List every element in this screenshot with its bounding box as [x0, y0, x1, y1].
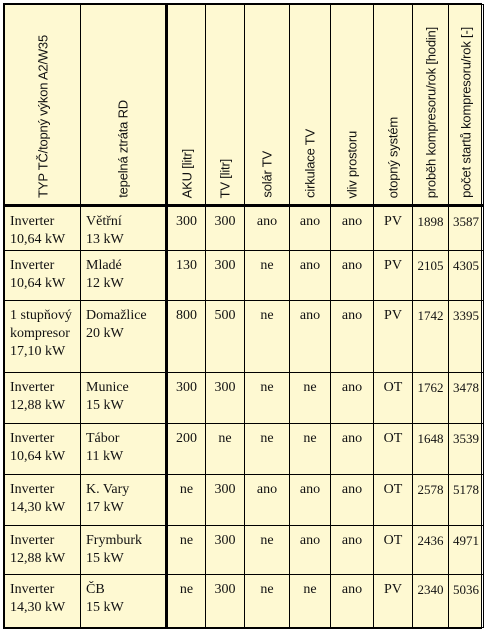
cell-heat-loss	[81, 206, 167, 251]
cell-type	[5, 526, 81, 575]
cell-circulation: ano	[290, 474, 331, 525]
cell-aku: 200	[167, 424, 206, 474]
cell-type	[5, 575, 81, 628]
cell-heat-loss	[81, 372, 167, 423]
cell-heat-loss-line: 12 kW	[86, 276, 124, 292]
cell-type-line: Inverter	[10, 258, 55, 274]
cell-tv: 300	[206, 251, 245, 300]
cell-solar: ne	[245, 251, 290, 300]
cell-aku: 130	[167, 251, 206, 300]
cell-compressor-runtime: 1742	[413, 300, 449, 372]
cell-type-line: 10,64 kW	[10, 276, 66, 292]
cell-heating-system: PV	[374, 251, 413, 300]
cell-solar: ne	[245, 575, 290, 628]
cell-solar: ne	[245, 300, 290, 372]
cell-heat-loss-line: 15 kW	[86, 600, 124, 616]
cell-compressor-runtime: 1762	[413, 372, 449, 423]
cell-heat-loss-line: 11 kW	[86, 449, 124, 465]
cell-heat-loss	[81, 526, 167, 575]
cell-type-line: 17,10 kW	[10, 343, 66, 359]
cell-heat-loss	[81, 575, 167, 628]
header-compressor-runtime: proběh kompresoru/rok [hodin]	[413, 5, 449, 206]
cell-compressor-starts: 3478	[449, 372, 484, 423]
heat-pump-table-container	[3, 3, 482, 629]
header-solar: solár TV	[245, 5, 290, 206]
cell-compressor-runtime: 2340	[413, 575, 449, 628]
cell-type-line: Inverter	[10, 379, 55, 395]
cell-type-line: 10,64 kW	[10, 449, 66, 465]
table-row	[5, 300, 484, 372]
cell-aku: 800	[167, 300, 206, 372]
cell-tv: 300	[206, 206, 245, 251]
cell-heat-loss-line: Frymburk	[86, 533, 142, 548]
cell-aku: ne	[167, 575, 206, 628]
cell-type-line: Inverter	[10, 533, 55, 548]
cell-type	[5, 300, 81, 372]
cell-tv: 500	[206, 300, 245, 372]
cell-compressor-runtime: 1898	[413, 206, 449, 251]
cell-space-influence: ano	[331, 372, 374, 423]
cell-heat-loss	[81, 300, 167, 372]
header-row	[5, 5, 484, 206]
cell-circulation: ne	[290, 424, 331, 474]
header-type: TYP TČ/topný výkon A2/W35	[5, 5, 81, 206]
table-row	[5, 372, 484, 423]
cell-heat-loss-line: Munice	[86, 379, 129, 395]
cell-type-line: 1 stupňový	[10, 307, 72, 323]
cell-compressor-starts: 4305	[449, 251, 484, 300]
table-row	[5, 424, 484, 474]
cell-heat-loss-line: 17 kW	[86, 499, 124, 515]
cell-compressor-starts: 3395	[449, 300, 484, 372]
cell-type-line: Inverter	[10, 214, 55, 229]
cell-aku: ne	[167, 474, 206, 525]
header-space-influence: vliv prostoru	[331, 5, 374, 206]
cell-heat-loss-line: Mladé	[86, 258, 122, 274]
cell-heating-system: OT	[374, 424, 413, 474]
cell-space-influence: ano	[331, 206, 374, 251]
header-heating-system: otopný systém	[374, 5, 413, 206]
cell-aku: 300	[167, 372, 206, 423]
cell-tv: 300	[206, 575, 245, 628]
cell-heating-system: OT	[374, 526, 413, 575]
cell-heat-loss-line: Tábor	[86, 431, 120, 447]
cell-circulation: ano	[290, 251, 331, 300]
cell-heat-loss-line: 15 kW	[86, 551, 124, 566]
cell-type	[5, 251, 81, 300]
header-tv: TV [litr]	[206, 5, 245, 206]
cell-heat-loss-line: Domažlice	[86, 307, 147, 323]
table-body	[5, 206, 484, 628]
cell-circulation: ano	[290, 526, 331, 575]
cell-solar: ano	[245, 206, 290, 251]
table-row	[5, 575, 484, 628]
cell-compressor-starts: 5178	[449, 474, 484, 525]
cell-compressor-starts: 5036	[449, 575, 484, 628]
cell-tv: 300	[206, 372, 245, 423]
header-circulation: cirkulace TV	[290, 5, 331, 206]
cell-space-influence: ano	[331, 424, 374, 474]
cell-type-line: 12,88 kW	[10, 397, 66, 413]
cell-type-line: 14,30 kW	[10, 600, 66, 616]
cell-solar: ne	[245, 424, 290, 474]
cell-space-influence: ano	[331, 474, 374, 525]
cell-compressor-starts: 3587	[449, 206, 484, 251]
cell-heat-loss-line: 15 kW	[86, 397, 124, 413]
cell-aku: ne	[167, 526, 206, 575]
cell-compressor-runtime: 2436	[413, 526, 449, 575]
cell-circulation: ano	[290, 206, 331, 251]
table-row	[5, 526, 484, 575]
cell-circulation: ne	[290, 372, 331, 423]
cell-type-line: Inverter	[10, 431, 55, 447]
cell-compressor-runtime: 2578	[413, 474, 449, 525]
cell-heat-loss-line: K. Vary	[86, 481, 130, 497]
cell-compressor-runtime: 1648	[413, 424, 449, 474]
header-heat-loss: tepelná ztráta RD	[81, 5, 167, 206]
cell-heat-loss-line: Větřní	[86, 214, 122, 229]
cell-solar: ne	[245, 372, 290, 423]
table-row	[5, 206, 484, 251]
header-aku: AKU [litr]	[167, 5, 206, 206]
table-row	[5, 251, 484, 300]
cell-space-influence: ano	[331, 575, 374, 628]
cell-type-line: 12,88 kW	[10, 551, 66, 566]
cell-solar: ano	[245, 474, 290, 525]
cell-type-line: Inverter	[10, 481, 55, 497]
cell-compressor-runtime: 2105	[413, 251, 449, 300]
cell-space-influence: ano	[331, 526, 374, 575]
cell-tv: 300	[206, 474, 245, 525]
cell-type-line: 14,30 kW	[10, 499, 66, 515]
cell-tv: 300	[206, 526, 245, 575]
cell-heating-system: OT	[374, 474, 413, 525]
cell-space-influence: ano	[331, 300, 374, 372]
cell-circulation: ne	[290, 575, 331, 628]
cell-heat-loss	[81, 424, 167, 474]
cell-heat-loss	[81, 251, 167, 300]
cell-heating-system: OT	[374, 372, 413, 423]
cell-type	[5, 206, 81, 251]
cell-type	[5, 474, 81, 525]
cell-type-line: Inverter	[10, 582, 55, 598]
cell-compressor-starts: 3539	[449, 424, 484, 474]
cell-heat-loss-line: ČB	[86, 582, 105, 598]
cell-type-line: kompresor	[10, 325, 70, 341]
cell-heat-loss-line: 13 kW	[86, 232, 124, 247]
cell-circulation: ano	[290, 300, 331, 372]
cell-type	[5, 424, 81, 474]
table-row	[5, 474, 484, 525]
cell-heating-system: PV	[374, 575, 413, 628]
heat-pump-comparison-table	[4, 4, 484, 628]
cell-space-influence: ano	[331, 251, 374, 300]
cell-type-line: 10,64 kW	[10, 232, 66, 247]
cell-type	[5, 372, 81, 423]
header-compressor-starts: počet startů kompresoru/rok [-]	[449, 5, 484, 206]
cell-compressor-starts: 4971	[449, 526, 484, 575]
cell-heat-loss	[81, 474, 167, 525]
cell-aku: 300	[167, 206, 206, 251]
cell-solar: ne	[245, 526, 290, 575]
cell-heat-loss-line: 20 kW	[86, 325, 124, 341]
cell-heating-system: PV	[374, 206, 413, 251]
cell-heating-system: PV	[374, 300, 413, 372]
cell-tv: ne	[206, 424, 245, 474]
